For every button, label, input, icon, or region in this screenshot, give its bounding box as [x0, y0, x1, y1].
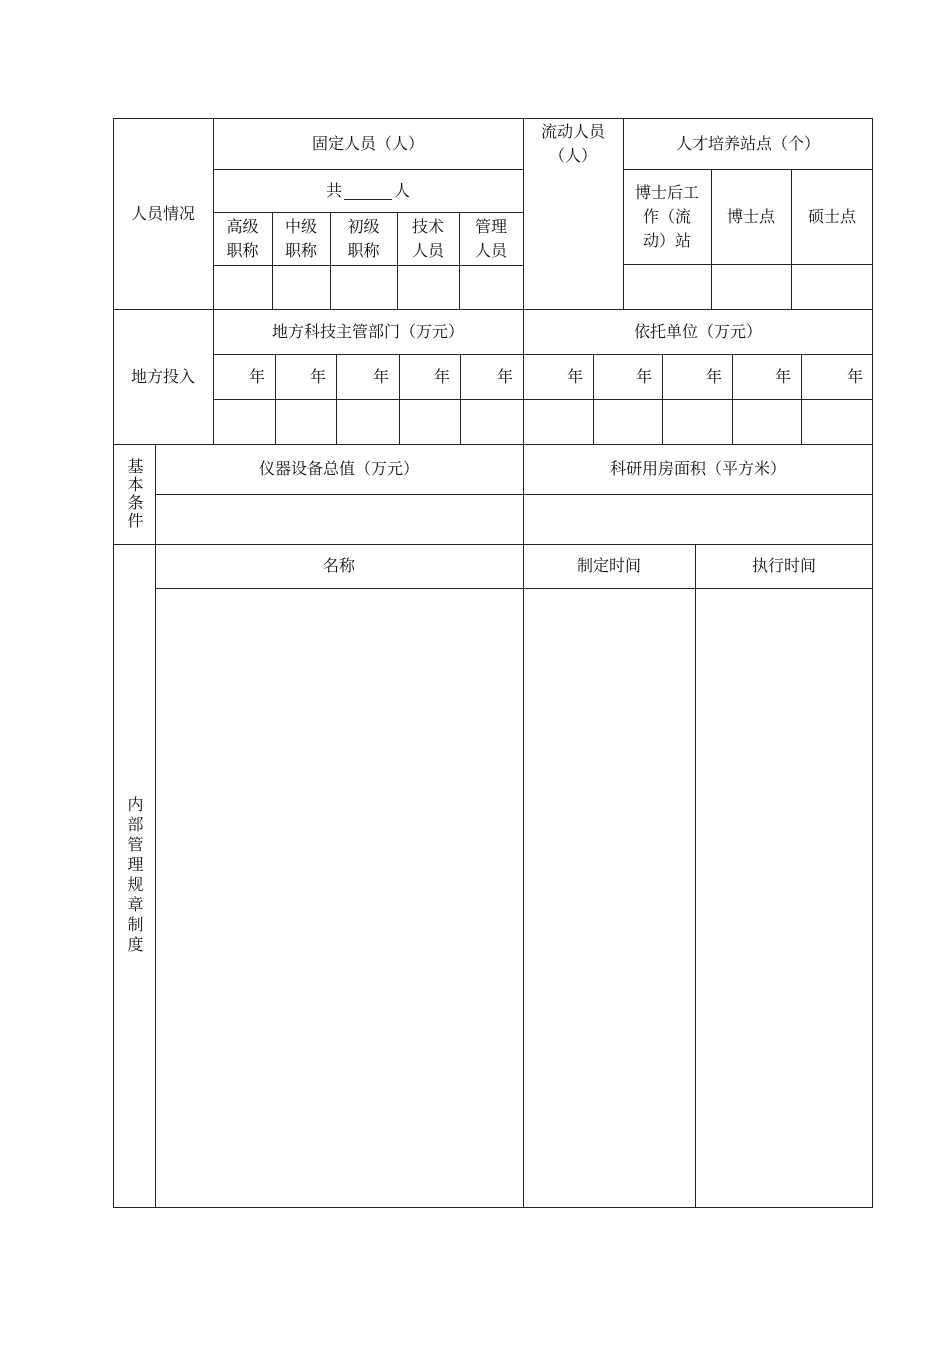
year-label: 年 [635, 366, 652, 386]
grid-line [155, 494, 873, 495]
local-dept-header: 地方科技主管部门（万元） [271, 321, 464, 341]
lab-area-header: 科研用房面积（平方米） [609, 459, 786, 478]
year-label: 年 [433, 366, 450, 386]
rank-technical: 技术人员 [411, 216, 444, 260]
investment-section-label: 地方投入 [130, 366, 195, 386]
total-staff-line [213, 169, 523, 212]
total-prefix: 共 [325, 180, 342, 200]
mobile-staff-header: 流动人员（人） [540, 121, 605, 165]
grid-line [213, 265, 523, 266]
personnel-section-label: 人员情况 [130, 203, 195, 223]
total-suffix: 人 [394, 180, 411, 200]
rules-made-date-header: 制定时间 [576, 556, 641, 575]
total-staff-field[interactable] [344, 181, 392, 200]
site-postdoc: 博士后工作（流动）站 [634, 182, 699, 250]
year-label: 年 [248, 366, 265, 386]
grid-line [623, 264, 873, 265]
rank-intermediate: 中级职称 [284, 216, 317, 260]
rank-management: 管理人员 [474, 216, 507, 260]
year-label: 年 [774, 366, 791, 386]
grid-line [213, 399, 873, 400]
rank-junior: 初级职称 [347, 216, 380, 260]
table-border-right [872, 118, 873, 1208]
rank-senior: 高级职称 [226, 216, 259, 260]
basic-section-label: 基本条件 [125, 458, 144, 530]
year-label: 年 [496, 366, 513, 386]
training-sites-header: 人才培养站点（个） [675, 133, 820, 153]
site-masters: 硕士点 [807, 206, 856, 226]
support-unit-header: 依托单位（万元） [633, 321, 762, 341]
site-phd: 博士点 [726, 206, 775, 226]
rules-exec-date-header: 执行时间 [751, 556, 816, 575]
year-label: 年 [705, 366, 722, 386]
year-label: 年 [846, 366, 863, 386]
grid-line [695, 544, 696, 1208]
year-label: 年 [309, 366, 326, 386]
table-border-bottom [113, 1207, 873, 1208]
year-label: 年 [372, 366, 389, 386]
grid-line [155, 588, 873, 589]
equipment-value-header: 仪器设备总值（万元） [258, 459, 419, 478]
rules-name-header: 名称 [322, 556, 355, 575]
year-label: 年 [566, 366, 583, 386]
fixed-staff-header: 固定人员（人） [311, 133, 424, 153]
rules-section-label: 内部管理规章制度 [125, 795, 144, 956]
registration-form-table [113, 118, 873, 1208]
grid-line [523, 544, 524, 1208]
